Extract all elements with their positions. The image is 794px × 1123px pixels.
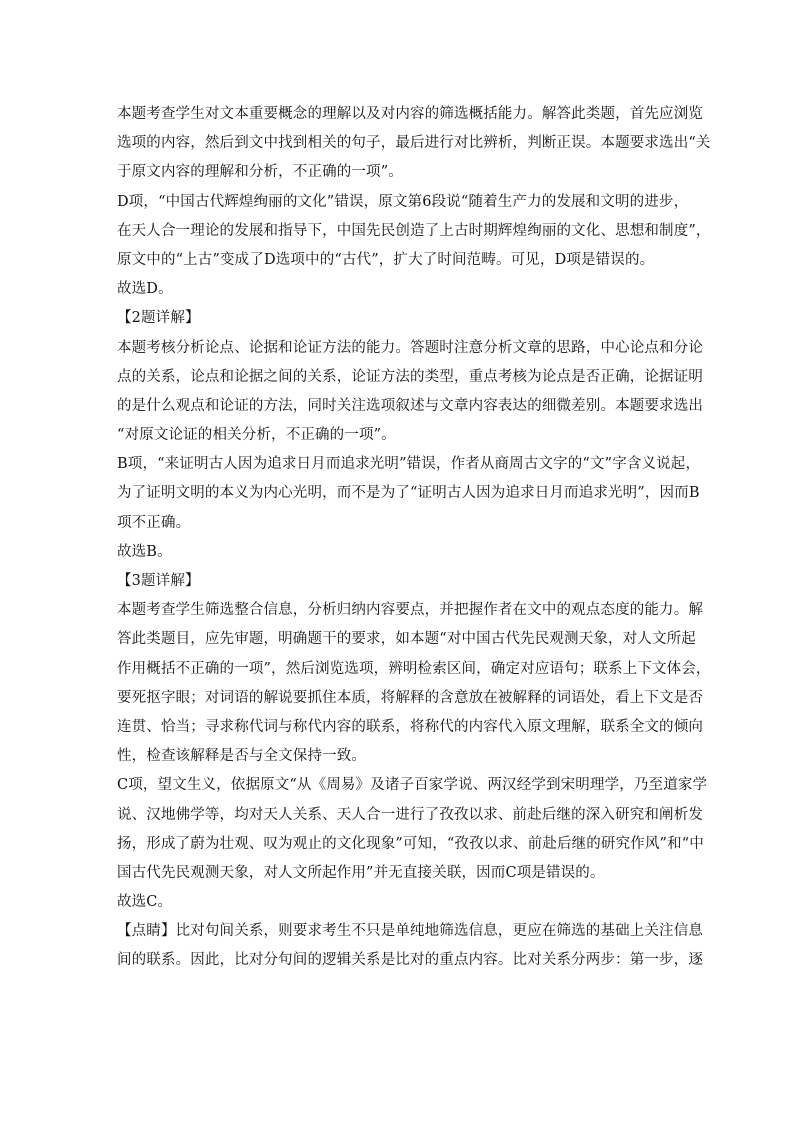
text-line: 原文中的“上古”变成了D选项中的“古代”，扩大了时间范畴。可见，D项是错误的。 [117, 251, 655, 268]
text-line: 本题考查学生筛选整合信息，分析归纳内容要点，并把握作者在文中的观点态度的能力。解 [117, 602, 703, 619]
text-line: 的是什么观点和论证的方法，同时关注选项叙述与文章内容表达的细微差别。本题要求选出 [117, 397, 703, 414]
section-heading: 【2题详解】 [117, 310, 200, 327]
text-line: 国古代先民观测天象，对人文所起作用”并无直接关联，因而C项是错误的。 [117, 864, 605, 881]
answer-explanation-text [117, 100, 711, 976]
text-line: 故选D。 [117, 281, 173, 298]
text-line: 性，检查该解释是否与全文保持一致。 [117, 748, 367, 765]
text-line: 于原文内容的理解和分析，不正确的一项”。 [117, 164, 403, 181]
text-line: 本题考查学生对文本重要概念的理解以及对内容的筛选概括能力。解答此类题，首先应浏览 [117, 106, 703, 122]
text-line: 要死抠字眼；对词语的解说要抓住本质，将解释的含意放在被解释的词语处，看上下文是否 [117, 689, 703, 706]
text-line: 【点睛】比对句间关系，则要求考生不只是单纯地筛选信息，更应在筛选的基础上关注信息 [117, 923, 703, 940]
text-line: 点的关系，论点和论据之间的关系，论证方法的类型，重点考核为论点是否正确，论据证明 [117, 368, 703, 385]
text-line: 说、汉地佛学等，均对天人关系、天人合一进行了孜孜以求、前赴后继的深入研究和阐析发 [117, 806, 703, 823]
text-line: 连贯、恰当；寻求称代词与称代内容的联系，将称代的内容代入原文理解，联系全文的倾向 [117, 718, 703, 735]
text-line: D项，“中国古代辉煌绚丽的文化”错误，原文第6段说“随着生产力的发展和文明的进步， [117, 193, 689, 210]
text-line: 答此类题目，应先审题，明确题干的要求，如本题“对中国古代先民观测天象，对人文所起 [117, 631, 696, 648]
text-line: 间的联系。因此，比对分句间的逻辑关系是比对的重点内容。比对关系分两步：第一步，逐 [117, 952, 703, 969]
text-line: 扬，形成了蔚为壮观、叹为观止的文化现象”可知，“孜孜以求、前赴后继的研究作风”和“中 [117, 835, 704, 852]
text-line: 故选C。 [117, 894, 173, 911]
text-line: 为了证明文明的本义为内心光明，而不是为了“证明古人因为追求日月而追求光明”，因而B [117, 485, 700, 502]
text-line: 选项的内容，然后到文中找到相关的句子，最后进行对比辨析，判断正误。本题要求选出“关 [117, 135, 711, 152]
text-line: 本题考核分析论点、论据和论证方法的能力。答题时注意分析文章的思路，中心论点和分论 [117, 339, 703, 356]
text-line: 作用概括不正确的一项”，然后浏览选项，辨明检索区间，确定对应语句；联系上下文体会， [117, 660, 711, 677]
text-line: 在天人合一理论的发展和指导下，中国先民创造了上古时期辉煌绚丽的文化、思想和制度”， [117, 222, 711, 239]
text-line: 项不正确。 [117, 514, 191, 531]
text-line: B项，“来证明古人因为追求日月而追求光明”错误，作者从商周古文字的“文”字含义说起， [117, 456, 701, 473]
section-heading: 【3题详解】 [117, 573, 200, 589]
text-line: “对原文论证的相关分析，不正确的一项”。 [117, 427, 396, 444]
text-line: C项，望文生义，依据原文“从《周易》及诸子百家学说、两汉经学到宋明理学，乃至道家学 [117, 777, 708, 794]
text-line: 故选B。 [117, 543, 172, 560]
